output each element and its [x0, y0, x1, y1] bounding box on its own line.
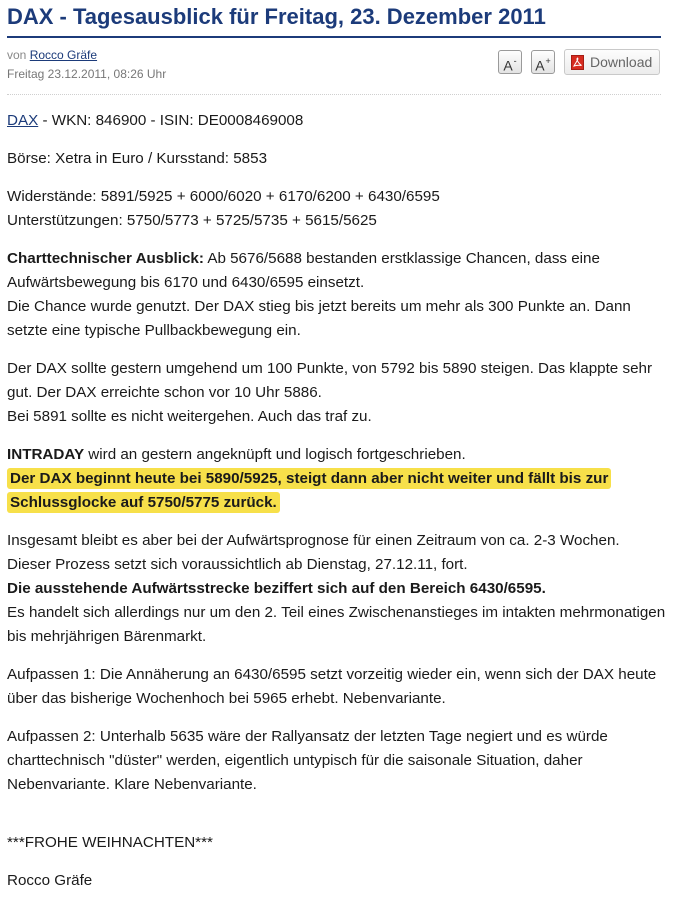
- article-title: DAX - Tagesausblick für Freitag, 23. Dezember 2011: [7, 4, 546, 29]
- author-link[interactable]: Rocco Gräfe: [29, 48, 98, 62]
- forecast-paragraph: [7, 529, 667, 649]
- intraday-highlight: Der DAX beginnt heute bei 5890/5925, steigt dann aber nicht weiter und fällt bis zur Schlussglocke auf 5750/5775 zurück.: [7, 468, 611, 513]
- outlook-paragraph: [7, 247, 667, 343]
- download-button[interactable]: [564, 49, 660, 75]
- forecast-text-1: Insgesamt bleibt es aber bei der Aufwärtsprognose für einen Zeitraum von ca. 2-3 Wochen. Dieser Prozess setzt sich voraussichtlich ab Dienstag, 27.12.11, fort.: [7, 532, 620, 573]
- by-prefix: von: [7, 48, 27, 62]
- outlook-heading: Charttechnischer Ausblick:: [7, 250, 204, 267]
- review-paragraph: [7, 357, 667, 429]
- font-decrease-label: A: [503, 57, 513, 74]
- spacer: [7, 811, 667, 831]
- header-divider: [7, 94, 661, 95]
- greeting: ***FROHE WEIHNACHTEN***: [7, 834, 213, 851]
- instrument-line: [7, 109, 667, 133]
- support-line: Unterstützungen: 5750/5773 + 5725/5735 + 5615/5625: [7, 212, 377, 229]
- review-text-2: Bei 5891 sollte es nicht weitergehen. Auch das traf zu.: [7, 408, 372, 425]
- signature: Rocco Gräfe: [7, 872, 93, 889]
- dax-link[interactable]: DAX: [7, 112, 39, 129]
- plus-icon: +: [545, 56, 551, 66]
- download-label: Download: [590, 54, 653, 70]
- caution-2: Aufpassen 2: Unterhalb 5635 wäre der Rallyansatz der letzten Tage negiert und es würde charttechnisch "düster" werden, eigentlich untypisch für die saisonale Situation, daher Nebenvariante. Klare Nebenvariante.: [7, 728, 608, 793]
- caution-1: Aufpassen 1: Die Annäherung an 6430/6595 setzt vorzeitig wieder ein, wenn sich der DAX heute über das bisherige Wochenhoch bei 5965 erhebt. Nebenvariante.: [7, 666, 657, 707]
- resistance-line: Widerstände: 5891/5925 + 6000/6020 + 6170/6200 + 6430/6595: [7, 188, 440, 205]
- forecast-text-2: Es handelt sich allerdings nur um den 2. Teil eines Zwischenanstieges im intakten mehrmonatigen bis mehrjährigen Bärenmarkt.: [7, 604, 666, 645]
- intraday-heading: INTRADAY: [7, 446, 85, 463]
- review-text-1: Der DAX sollte gestern umgehend um 100 Punkte, von 5792 bis 5890 steigen. Das klappte sehr gut. Der DAX erreichte schon vor 10 Uhr 5886.: [7, 360, 653, 401]
- instrument-ids: - WKN: 846900 - ISIN: DE0008469008: [38, 112, 304, 129]
- author-line: [7, 48, 97, 62]
- font-decrease-button[interactable]: [498, 50, 522, 74]
- font-increase-button[interactable]: [531, 50, 555, 74]
- intraday-text: wird an gestern angeknüpft und logisch fortgeschrieben.: [84, 446, 466, 463]
- exchange-line: Börse: Xetra in Euro / Kursstand: 5853: [7, 150, 268, 167]
- intraday-paragraph: [7, 443, 667, 515]
- outlook-text-1: Ab 5676/5688 bestanden erstklassige Chancen, dass eine Aufwärtsbewegung bis 6170 und 6430/6595 einsetzt.: [7, 250, 600, 291]
- article-body: [7, 109, 667, 907]
- font-increase-label: A: [535, 57, 545, 74]
- publish-date: Freitag 23.12.2011, 08:26 Uhr: [7, 67, 167, 81]
- title-divider: [7, 36, 661, 38]
- minus-icon: -: [513, 56, 517, 66]
- forecast-target: Die ausstehende Aufwärtsstrecke beziffert sich auf den Bereich 6430/6595.: [7, 580, 546, 597]
- levels-paragraph: [7, 185, 667, 233]
- outlook-text-2: Die Chance wurde genutzt. Der DAX stieg bis jetzt bereits um mehr als 300 Punkte an. Dann setzte eine typische Pullbackbewegung ein.: [7, 298, 631, 339]
- pdf-icon: [571, 55, 584, 70]
